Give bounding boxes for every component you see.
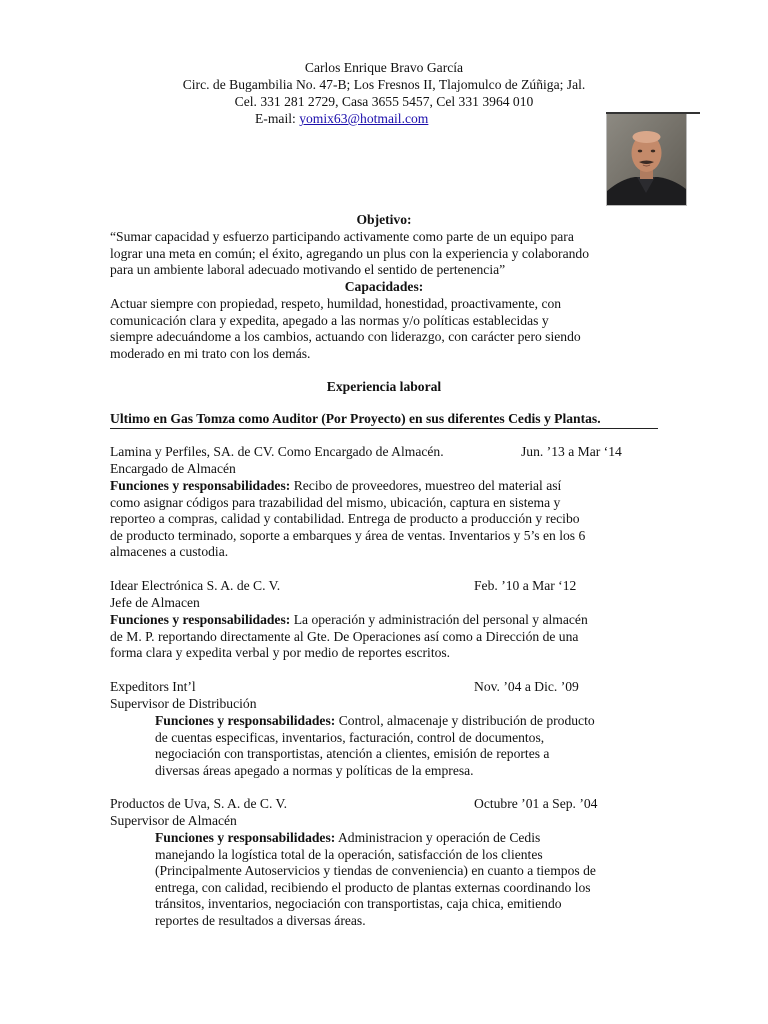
duties-line: forma clara y expedita verbal y por medio de reportes escritos. [110,645,451,661]
job-role: Supervisor de Distribución [110,696,257,711]
photo-frame-line [606,112,700,114]
job-duties [110,612,588,662]
duties-line: de producto terminado, soporte a embarques y área de ventas. Inventarios y 5’s en los 6 [110,527,586,543]
objective-line: para un ambiente laboral adecuado motivando el sentido de pertenencia” [110,262,506,278]
objective-text [110,229,589,279]
capabilities-line: Actuar siempre con propiedad, respeto, humildad, honestidad, proactivamente, con [110,296,562,311]
address: Circ. de Bugambilia No. 47-B; Los Fresnos II, Tlajomulco de Zúñiga; Jal. [182,77,586,92]
objective-title: Objetivo: [356,212,412,227]
latest-position: Ultimo en Gas Tomza como Auditor (Por Proyecto) en sus diferentes Cedis y Plantas. [110,411,601,426]
job-dates: Octubre ’01 a Sep. ’04 [474,796,598,811]
email-line [255,111,428,128]
duties-line: manejando la logística total de la operación, satisfacción de los clientes [155,846,543,862]
job-role: Encargado de Almacén [110,461,236,476]
job-duties [155,830,596,930]
job-dates: Nov. ’04 a Dic. ’09 [474,679,579,694]
duties-line: (Principalmente Autoservicios y tiendas de conveniencia) en cuanto a tiempos de [155,863,596,879]
duties-line: negociación con transportistas, atención a clientes, emisión de reportes a [155,746,550,762]
duties-line: Administracion y operación de Cedis [337,830,541,845]
duties-line: de M. P. reportando directamente al Gte. De Operaciones así como a Dirección de una [110,628,579,644]
email-label: E-mail: [255,111,296,126]
job-company: Productos de Uva, S. A. de C. V. [110,796,287,811]
capabilities-text [110,296,581,362]
duties-line: Control, almacenaje y distribución de producto [338,713,595,728]
section-divider [110,428,658,429]
duties-label: Funciones y responsabilidades: [155,713,336,728]
phones: Cel. 331 281 2729, Casa 3655 5457, Cel 331 3964 010 [234,94,534,109]
duties-line: Recibo de proveedores, muestreo del material así [293,478,562,493]
portrait-image [607,113,686,205]
profile-photo [606,112,687,206]
candidate-name: Carlos Enrique Bravo García [304,60,464,75]
capabilities-line: siempre adecuándome a los cambios, actuando con liderazgo, con carácter pero siendo [110,329,581,345]
job-company: Idear Electrónica S. A. de C. V. [110,578,281,593]
job-dates: Jun. ’13 a Mar ‘14 [521,444,622,459]
objective-line: “Sumar capacidad y esfuerzo participando activamente como parte de un equipo para [110,229,574,244]
duties-label: Funciones y responsabilidades: [155,830,336,845]
duties-line: almacenes a custodia. [110,544,229,560]
duties-line: reporteo a compras, calidad y contabilidad. Entrega de producto a producción y recibo [110,511,580,527]
job-role: Supervisor de Almacén [110,813,237,828]
experience-title: Experiencia laboral [326,379,442,394]
duties-label: Funciones y responsabilidades: [110,612,291,627]
capabilities-line: moderado en mi trato con los demás. [110,345,311,361]
duties-line: tránsitos, inventarios, negociación con transportistas, caja chica, emitiendo [155,896,562,912]
job-duties [155,713,595,779]
capabilities-line: comunicación clara y expedita, apegado a las normas y/o políticas establecidas y [110,312,549,328]
duties-label: Funciones y responsabilidades: [110,478,291,493]
email-link[interactable]: yomix63@hotmail.com [299,111,429,126]
duties-line: diversas áreas apegado a normas y políticas de la empresa. [155,762,474,778]
capabilities-title: Capacidades: [344,279,424,294]
job-duties [110,478,585,561]
duties-line: de cuentas especificas, inventarios, facturación, control de documentos, [155,729,545,745]
duties-line: La operación y administración del personal y almacén [293,612,588,627]
duties-line: reportes de resultados a diversas áreas. [155,912,366,928]
job-role: Jefe de Almacen [110,595,200,610]
duties-line: entrega, con calidad, recibiendo el producto de plantas externas coordinando los [155,879,591,895]
job-company: Expeditors Int’l [110,679,196,694]
job-dates: Feb. ’10 a Mar ‘12 [474,578,577,593]
duties-line: como asignar códigos para trazabilidad del mismo, ubicación, captura en sistema y [110,494,561,510]
job-company: Lamina y Perfiles, SA. de CV. Como Encargado de Almacén. [110,444,444,459]
objective-line: lograr una meta en común; el éxito, agregando un plus con la experiencia y colaborando [110,245,590,261]
